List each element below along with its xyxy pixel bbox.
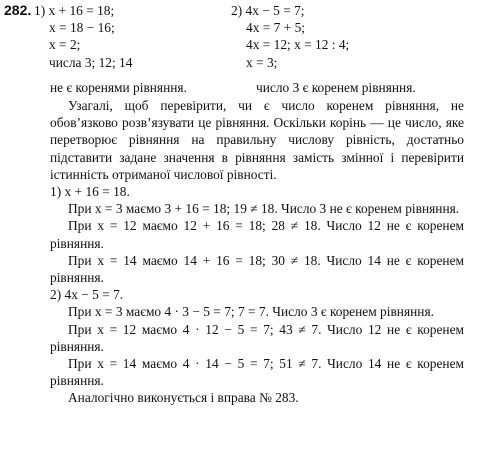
check2-line-1: При x = 3 маємо 4 · 3 − 5 = 7; 7 = 7. Число 3 є коренем рівняння. — [68, 304, 434, 320]
check2-line-2: При x = 12 маємо 4 · 12 − 5 = 7; 43 ≠ 7. Число 12 не є коренем рівняння. — [50, 321, 464, 354]
part1-label: 1) — [34, 3, 46, 18]
part1-line-3: x = 2; — [49, 37, 81, 53]
part2-line-4: x = 3; — [246, 54, 278, 70]
part2-line-1: 4x − 5 = 7; — [245, 3, 305, 18]
check1-line-3: При x = 14 маємо 14 + 16 = 18; 30 ≠ 18. Число 14 не є коренем рівняння. — [50, 252, 464, 286]
part2-line-2: 4x = 7 + 5; — [246, 20, 305, 36]
part2-solution — [231, 2, 471, 71]
check1-equation: 1) x + 16 = 18. — [50, 184, 130, 200]
part1-conclusion: не є коренями рівняння. — [50, 80, 187, 95]
check2-line-3: При x = 14 маємо 4 · 14 − 5 = 7; 51 ≠ 7. Число 14 не є коренем рівняння. — [50, 356, 464, 389]
part1-solution — [34, 2, 224, 71]
check1-line-1: При x = 3 маємо 3 + 16 = 18; 19 ≠ 18. Число 3 не є коренем рівняння. — [68, 201, 460, 217]
part1-line-1: x + 16 = 18; — [48, 3, 115, 18]
part2-conclusion: число 3 є коренем рівняння. — [256, 80, 416, 95]
part2-label: 2) — [231, 3, 243, 18]
part2-line-3: 4x = 12; x = 12 : 4; — [246, 37, 350, 53]
explanation-block — [50, 97, 464, 407]
explanation-paragraph: Узагалі, щоб перевірити, чи є число коренем рівняння, не обов’язково розв’язувати це рівняння. Оскільки корінь — це число, яке перетворює рівняння на правильну числову рівність, достатньо підставити задане значення в рівняння замість змінної і перевірити істинність отриманої числової рівності. — [50, 98, 464, 182]
exercise-number: 282. — [4, 2, 32, 18]
check2-equation: 2) 4x − 5 = 7. — [50, 287, 124, 303]
part1-line-2: x = 18 − 16; — [49, 20, 115, 36]
check1-line-2: При x = 12 маємо 12 + 16 = 18; 28 ≠ 18. Число 12 не є коренем рівняння. — [50, 218, 464, 251]
footer-note: Аналогічно виконується і вправа № 283. — [68, 390, 299, 406]
part1-line-4: числа 3; 12; 14 — [49, 54, 133, 70]
